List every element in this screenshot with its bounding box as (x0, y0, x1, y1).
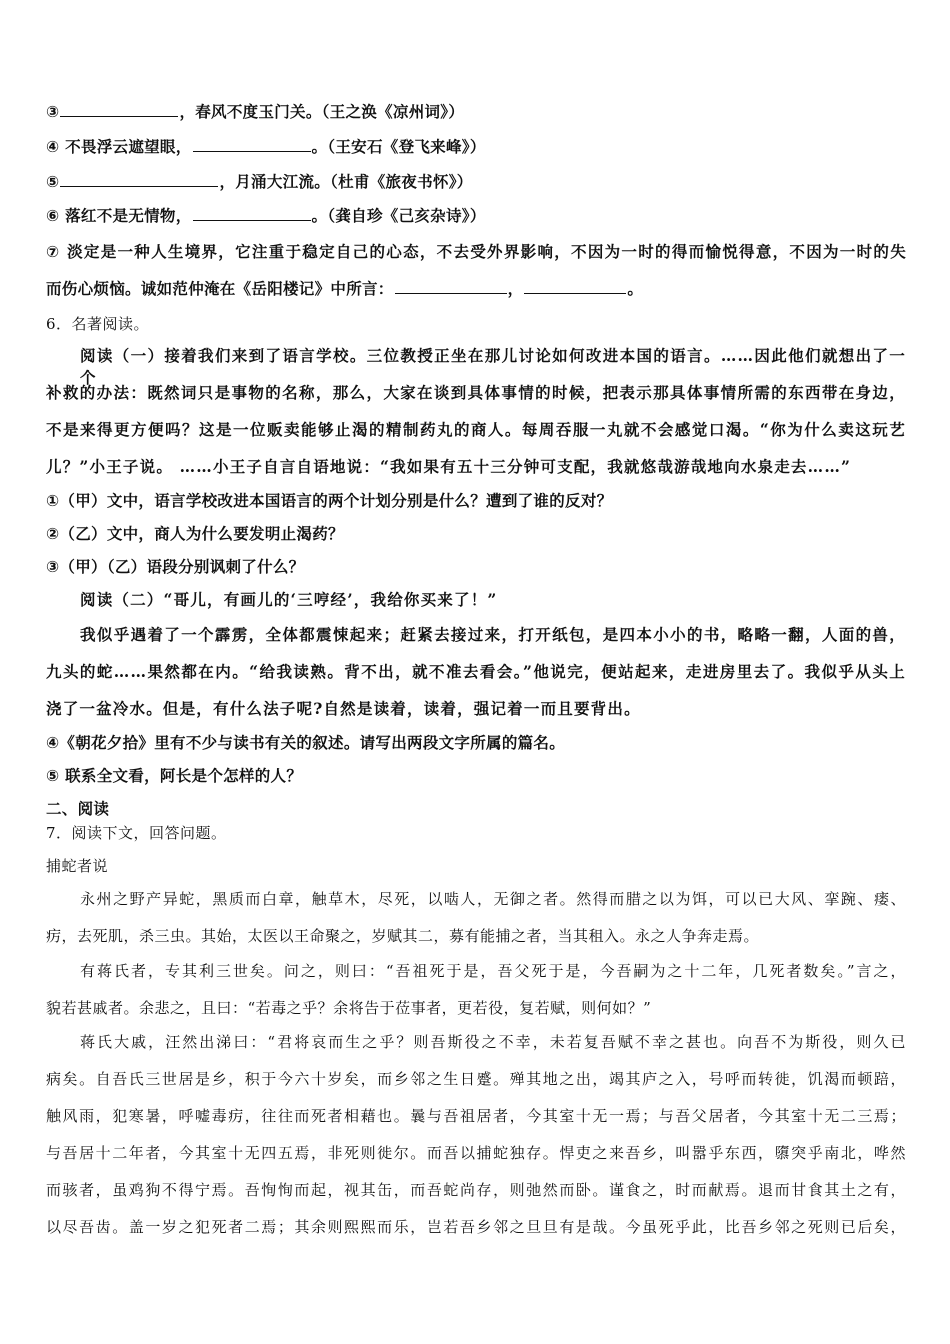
reading-2-line1: 阅读（二）“哥儿，有画儿的‘三哼经’，我给你买来了！” (80, 590, 498, 609)
fill-item-4 (46, 135, 906, 157)
item-7-end: 。 (627, 280, 644, 298)
reading-1-line4: 儿？”小王子说。 ……小王子自言自语地说：“我如果有五十三分钟可支配，我就悠哉游哉地向水泉走去……” (46, 457, 852, 476)
passage-p3-line2: 病矣。自吾氏三世居是乡，积于今六十岁矣，而乡邻之生日蹙。殚其地之出，竭其庐之入，号呼而转徙，饥渴而顿踣， (46, 1070, 906, 1088)
answer-blank[interactable] (60, 185, 218, 187)
reading-2-line3: 九头的蛇……果然都在内。“给我读熟。背不出，就不准去看会。”他说完，便站起来，走进房里去了。我似乎从头上 (46, 662, 906, 681)
passage-p1-line1: 永州之野产异蛇，黑质而白章，触草木，尽死，以啮人，无御之者。然得而腊之以为饵，可以已大风、挛踠、瘘、 (80, 890, 906, 908)
reading-2-line2: 我似乎遇着了一个霹雳，全体都震悚起来；赶紧去接过来，打开纸包，是四本小小的书，略略一翻，人面的兽， (80, 625, 906, 644)
fill-item-5 (46, 170, 906, 192)
section-2-heading: 二、阅读 (46, 800, 110, 818)
answer-blank[interactable] (524, 292, 626, 294)
answer-blank[interactable] (60, 115, 178, 117)
answer-blank[interactable] (193, 219, 311, 221)
reading-2-line4: 浇了一盆冷水。但是，有什么法子呢?自然是读着，读着，强记着一而且要背出。 (46, 699, 641, 718)
passage-p3-line3: 触风雨，犯寒暑，呼嘘毒疠，往往而死者相藉也。曩与吾祖居者，今其室十无一焉；与吾父居者，今其室十无二三焉； (46, 1107, 906, 1125)
question-7-heading: 7．阅读下文，回答问题。 (46, 824, 227, 842)
passage-p3-line4: 与吾居十二年者，今其室十无四五焉，非死则徙尔。而吾以捕蛇独存。悍吏之来吾乡，叫嚣乎东西，隳突乎南北，哗然 (46, 1144, 906, 1162)
sub-question-4: ④《朝花夕拾》里有不少与读书有关的叙述。请写出两段文字所属的篇名。 (46, 734, 566, 752)
fill-item-7-line1: ⑦ 淡定是一种人生境界，它注重于稳定自己的心态，不去受外界影响，不因为一时的得而愉悦得意，不因为一时的失 (46, 243, 906, 261)
reading-1-line3: 不是来得更方便吗？这是一位贩卖能够止渴的精制药丸的商人。每周吞服一丸就不会感觉口渴。“你为什么卖这玩艺 (46, 420, 906, 439)
item-3-text: ，春风不度玉门关。（王之涣《凉州词》） (179, 103, 465, 121)
item-7-text: 而伤心烦恼。诚如范仲淹在《岳阳楼记》中所言： (46, 280, 394, 298)
reading-1-line1: 阅读（一）接着我们来到了语言学校。三位教授正坐在那儿讨论如何改进本国的语言。……因此他们就想出了一个 (80, 346, 906, 387)
fill-item-7-line2 (46, 277, 906, 299)
fill-item-3 (46, 100, 906, 122)
item-3-prefix: ③ (46, 103, 60, 121)
sub-question-5: ⑤ 联系全文看，阿长是个怎样的人？ (46, 767, 303, 785)
answer-blank[interactable] (395, 292, 507, 294)
sub-question-2: ②（乙）文中，商人为什么要发明止渴药？ (46, 525, 344, 543)
item-5-text: ，月涌大江流。（杜甫《旅夜书怀》） (219, 173, 473, 191)
passage-p2-line2: 貌若甚戚者。余悲之，且曰：“若毒之乎？余将告于莅事者，更若役，复若赋，则何如？” (46, 999, 652, 1017)
item-7-comma: ， (507, 280, 524, 298)
item-6-prefix: ⑥ 落红不是无情物， (46, 207, 192, 225)
answer-blank[interactable] (193, 150, 311, 152)
question-6-heading: 6．名著阅读。 (46, 315, 150, 333)
passage-p3-line1: 蒋氏大戚，汪然出涕曰：“君将哀而生之乎？则吾斯役之不幸，未若复吾赋不幸之甚也。向吾不为斯役，则久已 (80, 1033, 906, 1051)
passage-p3-line6: 以尽吾齿。盖一岁之犯死者二焉；其余则熙熙而乐，岂若吾乡邻之旦旦有是哉。今虽死乎此，比吾乡邻之死则已后矣， (46, 1218, 906, 1236)
passage-title: 捕蛇者说 (46, 857, 109, 875)
passage-p2-line1: 有蒋氏者，专其利三世矣。问之，则曰：“吾祖死于是，吾父死于是，今吾嗣为之十二年，几死者数矣。”言之， (80, 962, 906, 980)
fill-item-6 (46, 204, 906, 226)
item-4-text: 。（王安石《登飞来峰》） (311, 138, 486, 156)
item-5-prefix: ⑤ (46, 173, 60, 191)
item-4-prefix: ④ 不畏浮云遮望眼， (46, 138, 192, 156)
passage-p3-line5: 而骇者，虽鸡狗不得宁焉。吾恂恂而起，视其缶，而吾蛇尚存，则弛然而卧。谨食之，时而献焉。退而甘食其土之有， (46, 1181, 906, 1199)
sub-question-1: ①（甲）文中，语言学校改进本国语言的两个计划分别是什么？遭到了谁的反对？ (46, 492, 613, 510)
item-6-text: 。（龚自珍《己亥杂诗》） (311, 207, 486, 225)
passage-p1-line2: 疠，去死肌，杀三虫。其始，太医以王命聚之，岁赋其二，募有能捕之者，当其租入。永之人争奔走焉。 (46, 927, 760, 945)
sub-question-3: ③（甲）（乙）语段分别讽刺了什么？ (46, 558, 305, 576)
reading-1-line2: 补救的办法：既然词只是事物的名称，那么，大家在谈到具体事情的时候，把表示那具体事情所需的东西带在身边， (46, 383, 906, 402)
